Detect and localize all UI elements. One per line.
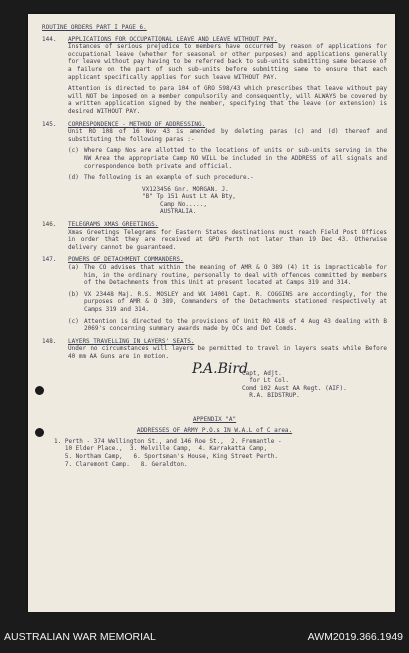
signature-line: Capt, Adjt. bbox=[242, 369, 282, 377]
footer-source: AUSTRALIAN WAR MEMORIAL bbox=[4, 631, 156, 643]
address-line: "B" Tp 151 Aust Lt AA Bty, bbox=[142, 193, 236, 201]
order-title: APPLICATIONS FOR OCCUPATIONAL LEAVE AND LEAVE WITHOUT PAY. bbox=[68, 35, 278, 43]
signature-line: Comd 102 Aust AA Regt. (AIF). bbox=[242, 384, 347, 392]
order-146 bbox=[42, 221, 387, 251]
appendix-title: APPENDIX "A" bbox=[192, 415, 237, 423]
order-number: 146. bbox=[42, 221, 57, 229]
order-148 bbox=[42, 338, 387, 361]
signature-line: for Lt Col. bbox=[242, 377, 289, 385]
order-title: LAYERS TRAVELLING IN LAYERS' SEATS. bbox=[68, 337, 195, 345]
order-number: 147. bbox=[42, 256, 57, 264]
paragraph: Attention is directed to para 104 of GRO 598/43 which prescribes that leave without pay will NOT be imposed on a member compulsorily and consequently, will ALWAYS be covered by a written application signed by the member, specifying that the leave (or extension) is desired WITHOUT PAY. bbox=[68, 85, 387, 115]
paragraph: Instances of serious prejudice to members have occurred by reason of applications for occupational leave (whether for seasonal or other purposes) and applications generally for leave without pay having to be referred back to sub-units submitting same because of a failure on the part of such sub-units before submitting same to ensure that each applicant specifically applies for such leave WITHOUT PAY. bbox=[68, 43, 387, 81]
archive-footer bbox=[0, 612, 409, 653]
footer-accession: AWM2019.366.1949 bbox=[307, 631, 403, 643]
signature-line: R.A. BIDSTRUP. bbox=[242, 392, 300, 400]
sub-label: (d) bbox=[68, 174, 79, 182]
sub-label: (c) bbox=[68, 147, 79, 155]
appendix-line: 10 Elder Place., 3. Melville Camp, 4. Karrakatta Camp, bbox=[54, 445, 268, 453]
address-example bbox=[142, 186, 387, 216]
order-title: TELEGRAMS XMAS GREETINGS. bbox=[68, 221, 159, 229]
sub-paragraph: Where Camp Nos are allotted to the locations of units or sub-units serving in the NW Area the appropriate Camp NO WILL be included in the ADDRESS of all signals and correspondence both private and official. bbox=[84, 147, 387, 170]
appendix-list bbox=[54, 438, 387, 468]
appendix-line: 7. Claremont Camp. 8. Geraldton. bbox=[54, 460, 188, 468]
sub-label: (a) bbox=[68, 264, 79, 272]
order-144 bbox=[42, 36, 387, 116]
sub-label: (b) bbox=[68, 290, 79, 298]
page-header: ROUTINE ORDERS PART I PAGE 6. bbox=[42, 24, 147, 31]
address-line: VX123456 Gnr. MORGAN. J. bbox=[142, 185, 229, 193]
punch-hole bbox=[35, 428, 44, 437]
handwritten-signature: P.A.Bird bbox=[192, 360, 249, 377]
order-number: 145. bbox=[42, 120, 57, 128]
paragraph: Unit RO 108 of 16 Nov 43 is amended by deleting paras (c) and (d) thereof and substituting the following paras :- bbox=[68, 128, 387, 143]
appendix-subtitle: ADDRESSES OF ARMY P.O.s IN W.A.L of C area. bbox=[136, 427, 293, 435]
order-145 bbox=[42, 121, 387, 217]
order-title: CORRESPONDENCE - METHOD OF ADDRESSING. bbox=[68, 120, 206, 128]
order-number: 148. bbox=[42, 337, 57, 345]
paragraph: Under no circumstances will layers be permitted to travel in layers seats while Before 40 mm AA Guns are in motion. bbox=[68, 345, 387, 360]
appendix-line: 1. Perth - 374 Wellington St., and 146 Roe St., 2. Fremantle - bbox=[54, 437, 282, 445]
order-number: 144. bbox=[42, 35, 57, 43]
paragraph: Xmas Greetings Telegrams for Eastern States destinations must reach Field Post Offices in order that they are received at GPO Perth not later than 19 Dec 43. Otherwise delivery cannot be guaranteed. bbox=[68, 228, 387, 251]
order-title: POWERS OF DETACHMENT COMMANDERS. bbox=[68, 256, 184, 264]
appendix-line: 5. Northam Camp, 6. Sportsman's House, King Street Perth. bbox=[54, 452, 278, 460]
order-147 bbox=[42, 256, 387, 332]
document-page bbox=[28, 14, 395, 612]
sub-label: (c) bbox=[68, 317, 79, 325]
sub-paragraph: The following is an example of such procedure.- bbox=[84, 174, 254, 182]
address-line: Camp No....., bbox=[142, 200, 208, 208]
sub-paragraph: The CO advises that within the meaning of AMR & O 389 (4) it is impracticable for him, in the ordinary routine, personally to deal with offences committed by members of the Detachments from this Unit at present located at Camps 319 and 314. bbox=[84, 264, 387, 287]
sub-paragraph: Attention is directed to the provisions of Unit RO 418 of 4 Aug 43 dealing with B 2069's concerning summary awards made by OCs and Det Comds. bbox=[84, 317, 387, 333]
signature-block bbox=[42, 360, 387, 412]
address-line: AUSTRALIA. bbox=[142, 208, 197, 216]
sub-paragraph: VX 23448 Maj. R.S. MOSLEY and WX 14001 Capt. R. COGGINS are accordingly, for the purposes of AMR & O 389, Commanders of the Detachments stationed respectively at Camps 319 and 314. bbox=[84, 290, 387, 313]
